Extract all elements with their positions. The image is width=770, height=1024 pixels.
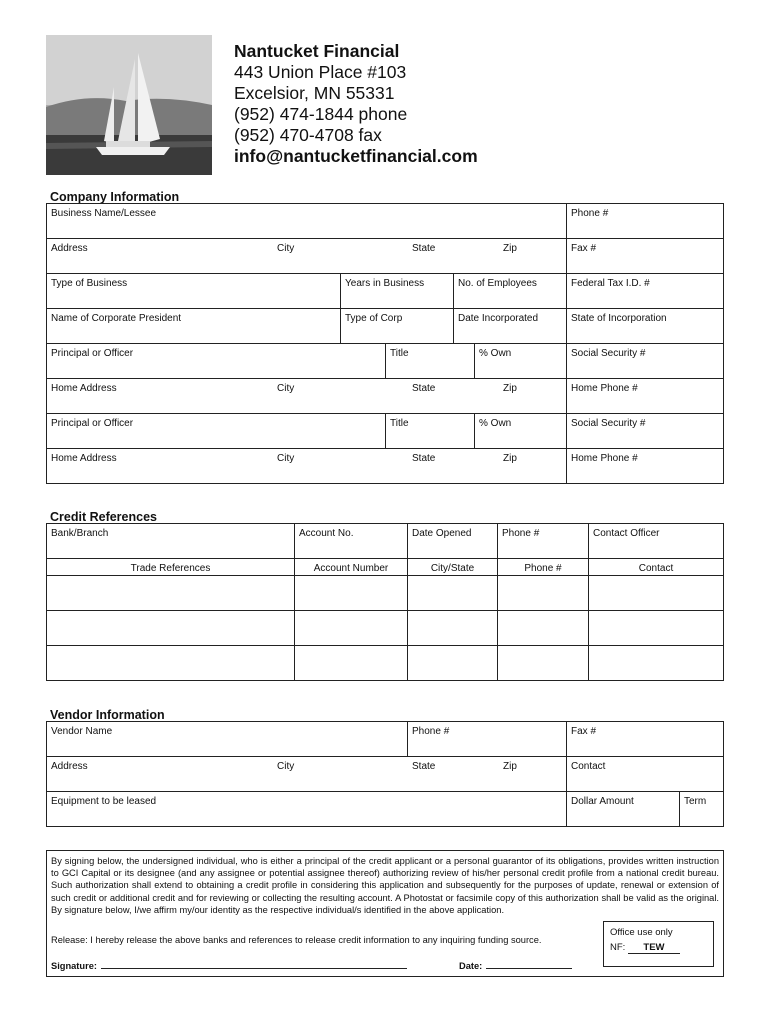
trade-account-2[interactable]	[294, 610, 408, 646]
home-address-field-2[interactable]	[46, 448, 567, 484]
sailboat-photo	[46, 35, 212, 175]
email-line: info@nantucketfinancial.com	[234, 146, 478, 166]
no-employees-field[interactable]	[453, 273, 567, 309]
date-line[interactable]	[486, 959, 572, 969]
contact-header: Contact	[588, 558, 724, 576]
date-incorporated-field[interactable]	[453, 308, 567, 344]
state-label-3: State	[412, 453, 436, 464]
trade-ref-1[interactable]	[46, 575, 295, 611]
city-label: City	[277, 243, 295, 254]
vendor-name-label: Vendor Name	[51, 726, 113, 737]
vendor-fax-field[interactable]	[566, 721, 724, 757]
date-opened-label: Date Opened	[412, 528, 472, 539]
dollar-amount-label: Dollar Amount	[571, 796, 634, 807]
own-field-2[interactable]	[474, 413, 567, 449]
ssn-field-1[interactable]	[566, 343, 724, 379]
business-name-label: Business Name/Lessee	[51, 208, 157, 219]
home-phone-field-1[interactable]	[566, 378, 724, 414]
company-info-title: Company Information	[50, 190, 180, 204]
zip-label-3: Zip	[503, 453, 517, 464]
vendor-phone-field[interactable]	[407, 721, 567, 757]
vendor-fax-label: Fax #	[571, 726, 597, 737]
corporate-president-label: Name of Corporate President	[51, 313, 182, 324]
date-row	[459, 959, 572, 971]
date-opened-field[interactable]	[407, 523, 498, 559]
no-employees-label: No. of Employees	[458, 278, 537, 289]
trade-refs-header: Trade References	[46, 558, 295, 576]
date-incorporated-label: Date Incorporated	[458, 313, 539, 324]
office-use-box	[603, 921, 714, 967]
principal-field-2[interactable]	[46, 413, 386, 449]
trade-phone-3[interactable]	[497, 645, 589, 681]
vendor-zip-label: Zip	[503, 761, 517, 772]
trade-phone-1[interactable]	[497, 575, 589, 611]
own-label-2: % Own	[479, 418, 512, 429]
title-field-1[interactable]	[385, 343, 475, 379]
home-phone-label-1: Home Phone #	[571, 383, 638, 394]
trade-account-3[interactable]	[294, 645, 408, 681]
vendor-info-title: Vendor Information	[50, 708, 165, 722]
nf-label: NF:	[610, 942, 626, 953]
vendor-address-field[interactable]	[46, 756, 567, 792]
phone-label: Phone #	[571, 208, 609, 219]
equipment-label: Equipment to be leased	[51, 796, 157, 807]
state-label-2: State	[412, 383, 436, 394]
release-text: Release: I hereby release the above banks and references to release credit information to any inquiring funding source.	[51, 935, 542, 945]
account-number-header: Account Number	[294, 558, 408, 576]
vendor-name-field[interactable]	[46, 721, 408, 757]
fax-line: (952) 470-4708 fax	[234, 125, 382, 145]
phone-line: (952) 474-1844 phone	[234, 104, 408, 124]
type-of-business-field[interactable]	[46, 273, 341, 309]
trade-city-2[interactable]	[407, 610, 498, 646]
bank-phone-label: Phone #	[502, 528, 540, 539]
federal-tax-field[interactable]	[566, 273, 724, 309]
home-phone-label-2: Home Phone #	[571, 453, 638, 464]
vendor-state-label: State	[412, 761, 436, 772]
home-address-label-1: Home Address	[51, 383, 117, 394]
own-field-1[interactable]	[474, 343, 567, 379]
federal-tax-label: Federal Tax I.D. #	[571, 278, 650, 289]
city-label-2: City	[277, 383, 295, 394]
city-label-3: City	[277, 453, 295, 464]
title-label-2: Title	[390, 418, 409, 429]
term-field[interactable]	[679, 791, 724, 827]
vendor-city-label: City	[277, 761, 295, 772]
ssn-label-1: Social Security #	[571, 348, 646, 359]
principal-label-2: Principal or Officer	[51, 418, 134, 429]
title-field-2[interactable]	[385, 413, 475, 449]
account-no-label: Account No.	[299, 528, 354, 539]
vendor-address-label: Address	[51, 761, 88, 772]
trade-phone-header: Phone #	[497, 558, 589, 576]
nf-row	[610, 942, 713, 954]
bank-branch-field[interactable]	[46, 523, 295, 559]
trade-city-3[interactable]	[407, 645, 498, 681]
company-header	[234, 41, 478, 167]
signature-line[interactable]	[101, 959, 407, 969]
contact-officer-field[interactable]	[588, 523, 724, 559]
city-state-header: City/State	[407, 558, 498, 576]
company-name: Nantucket Financial	[234, 41, 400, 61]
signature-label: Signature:	[51, 961, 97, 971]
title-label-1: Title	[390, 348, 409, 359]
vendor-phone-label: Phone #	[412, 726, 450, 737]
type-of-business-label: Type of Business	[51, 278, 128, 289]
state-incorporation-field[interactable]	[566, 308, 724, 344]
trade-account-1[interactable]	[294, 575, 408, 611]
trade-contact-3[interactable]	[588, 645, 724, 681]
state-incorporation-label: State of Incorporation	[571, 313, 667, 324]
years-in-business-field[interactable]	[340, 273, 454, 309]
trade-ref-2[interactable]	[46, 610, 295, 646]
trade-ref-3[interactable]	[46, 645, 295, 681]
type-of-corp-field[interactable]	[340, 308, 454, 344]
trade-phone-2[interactable]	[497, 610, 589, 646]
ssn-label-2: Social Security #	[571, 418, 646, 429]
address-line-1: 443 Union Place #103	[234, 62, 407, 82]
fax-field[interactable]	[566, 238, 724, 274]
term-label: Term	[684, 796, 707, 807]
years-in-business-label: Years in Business	[345, 278, 425, 289]
office-use-label: Office use only	[610, 927, 673, 938]
home-address-label-2: Home Address	[51, 453, 117, 464]
bank-branch-label: Bank/Branch	[51, 528, 109, 539]
equipment-field[interactable]	[46, 791, 567, 827]
business-name-field[interactable]	[46, 203, 567, 239]
date-label: Date:	[459, 961, 483, 971]
fax-label: Fax #	[571, 243, 597, 254]
address-field[interactable]	[46, 238, 567, 274]
vendor-contact-field[interactable]	[566, 756, 724, 792]
credit-refs-title: Credit References	[50, 510, 157, 524]
address-line-2: Excelsior, MN 55331	[234, 83, 395, 103]
address-label: Address	[51, 243, 88, 254]
home-address-field-1[interactable]	[46, 378, 567, 414]
principal-label-1: Principal or Officer	[51, 348, 134, 359]
type-of-corp-label: Type of Corp	[345, 313, 403, 324]
home-phone-field-2[interactable]	[566, 448, 724, 484]
dollar-amount-field[interactable]	[566, 791, 680, 827]
own-label-1: % Own	[479, 348, 512, 359]
ssn-field-2[interactable]	[566, 413, 724, 449]
authorization-text: By signing below, the undersigned individual, who is either a principal of the credit applicant or a personal guarantor of its obligations, provides written instruction to GCI Capital or its designee (and any assignee or potential assignee thereof) authorizing review of his/her personal credit profile from a national credit bureau. Such authorization shall extend to obtaining a credit profile in considering this application and subsequently for the purposes of update, renewal or extension of such credit or additional credit and for reviewing or collecting the resulting account. A Photostat or facsimile copy of this authorization shall be valid as the original. By signature below, I/we affirm my/our identity as the respective individual/s identified in the above application.	[51, 856, 719, 915]
trade-contact-2[interactable]	[588, 610, 724, 646]
phone-field[interactable]	[566, 203, 724, 239]
trade-contact-1[interactable]	[588, 575, 724, 611]
bank-phone-field[interactable]	[497, 523, 589, 559]
signature-row	[51, 959, 407, 971]
principal-field-1[interactable]	[46, 343, 386, 379]
nf-value: TEW	[628, 942, 680, 954]
zip-label-2: Zip	[503, 383, 517, 394]
vendor-contact-label: Contact	[571, 761, 606, 772]
corporate-president-field[interactable]	[46, 308, 341, 344]
account-no-field[interactable]	[294, 523, 408, 559]
zip-label: Zip	[503, 243, 517, 254]
state-label: State	[412, 243, 436, 254]
contact-officer-label: Contact Officer	[593, 528, 660, 539]
authorization-box	[46, 850, 724, 977]
trade-city-1[interactable]	[407, 575, 498, 611]
